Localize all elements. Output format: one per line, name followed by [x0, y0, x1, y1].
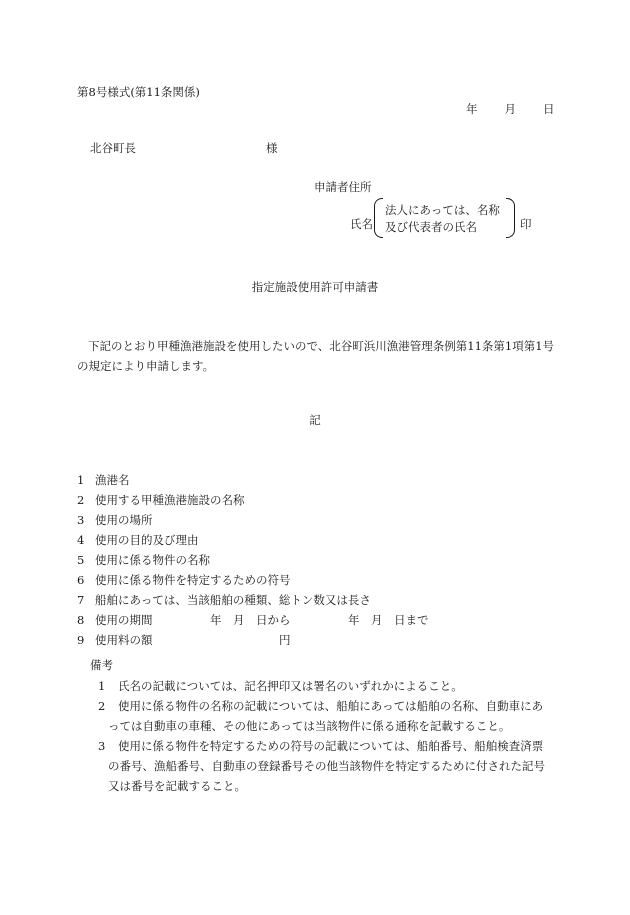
notes-list: [98, 676, 556, 796]
date-year-label: 年: [466, 102, 478, 116]
item-label: 使用に係る物件を特定するための符号: [95, 573, 291, 587]
item-number: 3: [77, 513, 85, 527]
corp-note: 法人にあっては、名称及び代表者の氏名: [385, 203, 500, 234]
items-list: [77, 470, 429, 650]
item-label: 使用の目的及び理由: [95, 533, 199, 547]
item-number: 5: [77, 553, 85, 567]
item-number: 6: [77, 573, 85, 587]
list-item: [77, 470, 429, 490]
note-text-continued: っては自動車の車種、その他にあっては当該物件に係る通称を記載すること。: [108, 719, 511, 733]
item-number: 1: [77, 473, 85, 487]
item-label: 漁港名: [95, 473, 130, 487]
item-number: 4: [77, 533, 85, 547]
item-label: 使用の場所: [95, 513, 153, 527]
addressee-name: 北谷町長: [90, 141, 136, 155]
corp-note-right-bracket: [506, 198, 515, 238]
item-label: 使用の期間 年 月 日から 年 月 日まで: [95, 613, 429, 627]
note-item: [98, 696, 556, 736]
form-number: 第8号様式(第11条関係): [77, 85, 200, 99]
note-text: 氏名の記載については、記名押印又は署名のいずれかによること。: [118, 679, 463, 693]
note-number: 3: [98, 739, 106, 753]
item-number: 2: [77, 493, 85, 507]
item-label: 使用する甲種漁港施設の名称: [95, 493, 245, 507]
item-number: 9: [77, 633, 85, 647]
addressee-suffix: 様: [266, 141, 278, 155]
applicant-name-label: 氏名: [350, 217, 373, 231]
date-line: [466, 104, 555, 116]
list-item: [77, 530, 429, 550]
note-text: 使用に係る物件を特定するための符号の記載については、船舶番号、船舶検査済票: [118, 739, 544, 753]
note-text: 使用に係る物件の名称の記載については、船舶にあっては船舶の名称、自動車にあ: [118, 699, 544, 713]
date-day-label: 日: [543, 102, 555, 116]
item-label: 船舶にあっては、当該船舶の種類、総トン数又は長さ: [95, 593, 371, 607]
list-item: [77, 510, 429, 530]
corp-note-left-bracket: [374, 198, 383, 238]
list-item: [77, 590, 429, 610]
note-item: [98, 676, 556, 696]
date-month-label: 月: [504, 102, 516, 116]
item-number: 8: [77, 613, 85, 627]
note-text-continued: の番号、漁船番号、自動車の登録番号その他当該物件を特定するために付された記号又は番号を記載すること。: [108, 759, 545, 793]
item-number: 7: [77, 593, 85, 607]
seal-mark: 印: [520, 217, 532, 231]
body-paragraph: 下記のとおり甲種漁港施設を使用したいので、北谷町浜川漁港管理条例第11条第1項第1号の規定により申請します。: [77, 339, 555, 373]
document-title: 指定施設使用許可申請書: [251, 280, 379, 294]
list-item: [77, 610, 429, 630]
list-item: [77, 630, 429, 650]
list-item: [77, 550, 429, 570]
list-item: [77, 570, 429, 590]
ki-heading: 記: [309, 413, 321, 427]
applicant-address-label: 申請者住所: [314, 180, 372, 194]
item-label: 使用料の額 円: [95, 633, 291, 647]
note-number: 1: [98, 679, 106, 693]
list-item: [77, 490, 429, 510]
note-number: 2: [98, 699, 106, 713]
notes-title: 備考: [90, 658, 113, 672]
item-label: 使用に係る物件の名称: [95, 553, 210, 567]
note-item: [98, 736, 556, 796]
